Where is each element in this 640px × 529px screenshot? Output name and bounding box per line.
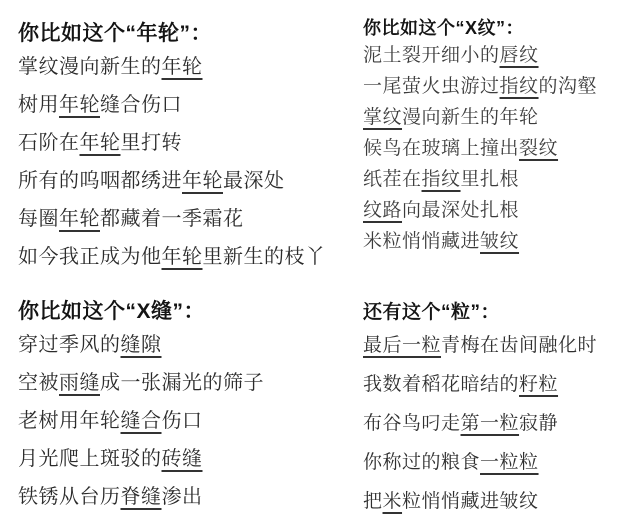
keyword-underline: 年轮 — [161, 246, 203, 268]
line-text: 寂静 — [519, 413, 559, 434]
poem-line — [18, 364, 264, 402]
poem-line — [18, 402, 264, 440]
line-text: 里扎根 — [460, 169, 520, 190]
keyword-underline: 最后一粒 — [363, 335, 442, 356]
line-text: 最深处 — [223, 170, 285, 192]
keyword-underline: 砖缝 — [161, 448, 203, 470]
line-text: 漫向新生的年轮 — [402, 107, 539, 128]
keyword-underline: 年轮 — [161, 56, 203, 78]
line-text: 候鸟在玻璃上撞出 — [363, 138, 520, 159]
line-text: 穿过季风的 — [18, 334, 121, 356]
section-title: 还有这个“粒”： — [363, 302, 501, 323]
poem-line — [363, 40, 597, 71]
poem-line — [363, 443, 597, 482]
line-text: 把 — [363, 491, 383, 512]
poem-line — [18, 162, 326, 200]
poem-line — [363, 164, 597, 195]
poem-line — [363, 102, 597, 133]
line-text: 渗出 — [161, 486, 203, 508]
section-title: 你比如这个“X缝”： — [18, 300, 206, 323]
poem-line — [18, 86, 326, 124]
poem-line — [363, 195, 597, 226]
poem-line — [363, 482, 597, 521]
keyword-underline: 年轮 — [182, 170, 223, 192]
poem-line — [18, 326, 264, 364]
line-text: 伤口 — [161, 410, 203, 432]
line-text: 你称过的粮食 — [363, 452, 481, 473]
keyword-underline: 第一粒 — [460, 413, 520, 434]
line-text: 青梅在齿间融化时 — [441, 335, 598, 356]
poem-line — [18, 238, 326, 276]
keyword-underline: 一粒粒 — [480, 452, 539, 473]
poem-line — [363, 71, 597, 102]
line-text: 石阶在 — [18, 132, 80, 154]
line-text: 每圈 — [18, 208, 59, 230]
keyword-underline: 皱纹 — [480, 231, 520, 252]
line-text: 都藏着一季霜花 — [100, 208, 244, 230]
section-xwen — [363, 16, 597, 257]
line-text: 的沟壑 — [538, 76, 598, 97]
line-text: 月光爬上斑驳的 — [18, 448, 162, 470]
poem-line — [363, 365, 597, 404]
section-xfeng — [18, 298, 264, 516]
keyword-underline: 脊缝 — [120, 486, 162, 508]
line-text: 里新生的枝丫 — [202, 246, 326, 268]
line-text: 泥土裂开细小的 — [363, 45, 500, 66]
keyword-underline: 唇纹 — [499, 45, 539, 66]
keyword-underline: 纹路 — [363, 200, 403, 221]
poem-line — [18, 440, 264, 478]
line-text: 如今我正成为他 — [18, 246, 162, 268]
line-text: 向最深处扎根 — [402, 200, 520, 221]
line-text: 米粒悄悄藏进 — [363, 231, 481, 252]
keyword-underline: 籽粒 — [519, 374, 559, 395]
keyword-underline: 指纹 — [499, 76, 539, 97]
line-text: 里打转 — [120, 132, 182, 154]
keyword-underline: 缝合 — [120, 410, 162, 432]
keyword-underline: 年轮 — [59, 208, 100, 230]
line-text: 树用 — [18, 94, 59, 116]
keyword-underline: 年轮 — [59, 94, 100, 116]
line-text: 粒悄悄藏进皱纹 — [402, 491, 539, 512]
poem-line — [363, 226, 597, 257]
line-text: 老树用年轮 — [18, 410, 121, 432]
keyword-underline: 裂纹 — [519, 138, 559, 159]
line-text: 一尾萤火虫游过 — [363, 76, 500, 97]
poem-line — [363, 326, 597, 365]
poem-line — [363, 404, 597, 443]
poem-line — [363, 133, 597, 164]
section-nianlun — [18, 20, 326, 276]
poem-line — [18, 124, 326, 162]
line-text: 成一张漏光的筛子 — [100, 372, 264, 394]
line-text: 所有的呜咽都绣进 — [18, 170, 182, 192]
line-text: 掌纹漫向新生的 — [18, 56, 162, 78]
line-text: 缝合伤口 — [100, 94, 182, 116]
line-text: 布谷鸟叼走 — [363, 413, 461, 434]
keyword-underline: 年轮 — [79, 132, 121, 154]
poem-line — [18, 478, 264, 516]
keyword-underline: 指纹 — [421, 169, 461, 190]
keyword-underline: 缝隙 — [120, 334, 162, 356]
keyword-underline: 雨缝 — [59, 372, 100, 394]
section-li — [363, 300, 597, 521]
line-text: 空被 — [18, 372, 59, 394]
line-text: 纸茬在 — [363, 169, 422, 190]
keyword-underline: 米 — [382, 491, 403, 512]
line-text: 我数着稻花暗结的 — [363, 374, 520, 395]
line-text: 铁锈从台历 — [18, 486, 121, 508]
section-title: 你比如这个“X纹”： — [363, 18, 525, 38]
keyword-underline: 掌纹 — [363, 107, 403, 128]
section-title: 你比如这个“年轮”： — [18, 22, 212, 45]
poem-line — [18, 48, 326, 86]
poem-line — [18, 200, 326, 238]
